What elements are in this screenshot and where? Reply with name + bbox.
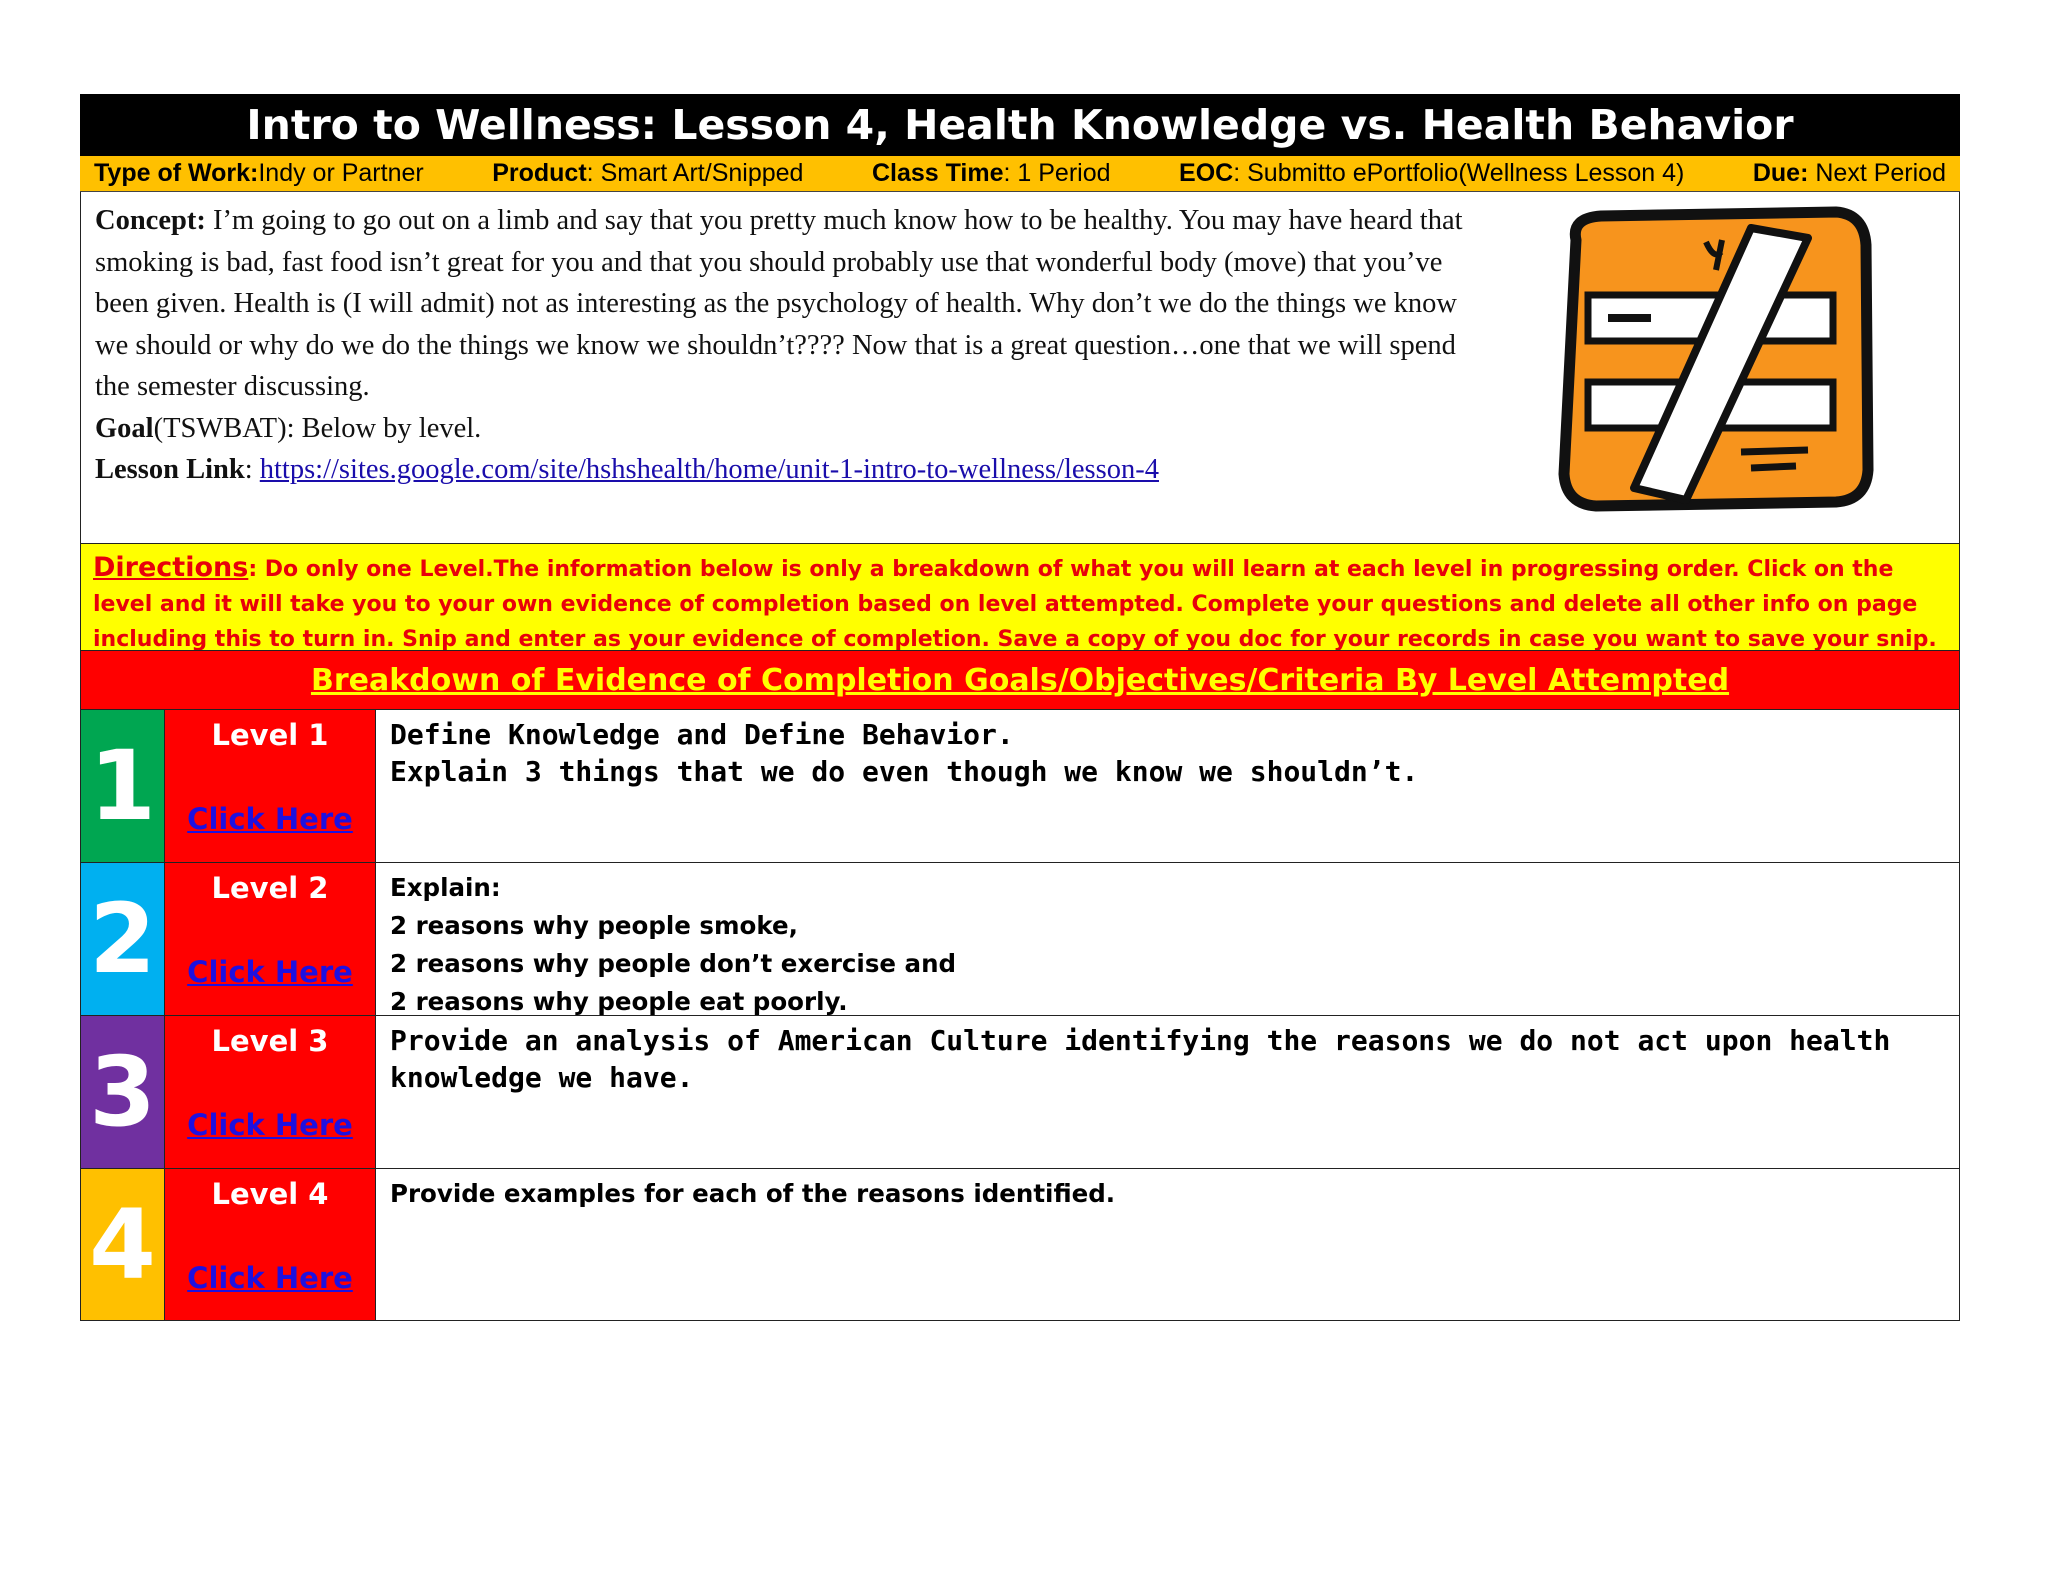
directions-text: : Do only one Level.The information below is only a breakdown of what you will learn at each level in progressing order. Click on the level and it will take you to your own evidence of completion based on level attempted. Complete your questions and delete all other info on page including this to turn in. Snip and enter as your evidence of completion. Save a copy of you doc for your records in case you want to save your snip. — [93, 557, 1937, 651]
level-number-1: 1 — [81, 710, 165, 862]
goal-line: Goal(TSWBAT): Below by level. — [95, 412, 482, 444]
level-label-2: Level 2 — [211, 871, 329, 905]
concept-section — [80, 192, 1960, 543]
level-label-3: Level 3 — [211, 1024, 329, 1058]
due-date: Due: Next Period — [1752, 159, 1946, 187]
description-line: Provide an analysis of American Culture identifying the reasons we do not act upon health knowledge we have. — [390, 1024, 1891, 1094]
level-row-4 — [81, 1168, 1959, 1321]
level-label-4: Level 4 — [211, 1177, 329, 1211]
levels-table — [80, 709, 1960, 1321]
description-line: Explain: — [390, 873, 501, 902]
level-number-3: 3 — [81, 1016, 165, 1168]
level-row-2 — [81, 862, 1959, 1015]
level-1-click-here-link[interactable]: Click Here — [187, 802, 353, 836]
level-row-1 — [81, 709, 1959, 862]
level-2-click-here-link[interactable]: Click Here — [187, 955, 353, 989]
not-equal-icon — [1546, 200, 1881, 520]
lesson-link-line: Lesson Link: https://sites.google.com/site/hshshealth/home/unit-1-intro-to-wellness/lesson-4 — [95, 454, 1159, 485]
class-time: Class Time: 1 Period — [871, 159, 1111, 187]
directions-title: Directions — [93, 552, 249, 583]
level-row-3 — [81, 1015, 1959, 1168]
level-description-3 — [376, 1016, 1959, 1168]
level-description-2 — [376, 863, 1959, 1015]
description-line: 2 reasons why people smoke, — [390, 911, 798, 940]
lesson-document — [80, 94, 1960, 1321]
type-of-work: Type of Work:Indy or Partner — [94, 159, 424, 187]
level-cell-1 — [165, 710, 376, 862]
page-title: Intro to Wellness: Lesson 4, Health Knowledge vs. Health Behavior — [80, 94, 1960, 156]
description-line: 2 reasons why people eat poorly. — [390, 987, 848, 1016]
level-number-4: 4 — [81, 1169, 165, 1320]
level-label-1: Level 1 — [211, 718, 329, 752]
description-line: 2 reasons why people don’t exercise and — [390, 949, 957, 978]
description-line: Provide examples for each of the reasons identified. — [390, 1179, 1116, 1208]
description-line: Define Knowledge and Define Behavior. — [390, 718, 1014, 751]
eoc: EOC: Submitto ePortfolio(Wellness Lesson 4) — [1179, 159, 1685, 187]
level-3-click-here-link[interactable]: Click Here — [187, 1108, 353, 1142]
level-cell-2 — [165, 863, 376, 1015]
concept-text-block — [95, 200, 1495, 491]
product: Product: Smart Art/Snipped — [492, 159, 804, 187]
lesson-link[interactable]: https://sites.google.com/site/hshshealth/home/unit-1-intro-to-wellness/lesson-4 — [259, 454, 1159, 485]
assignment-info-bar — [80, 156, 1960, 192]
concept-paragraph: Concept: I’m going to go out on a limb and say that you pretty much know how to be healthy. You may have heard that smoking is bad, fast food isn’t great for you and that you should probably use that wonderful body (move) that you’ve been given. Health is (I will admit) not as interesting as the psychology of health. Why don’t we do the things we know we should or why do we do the things we know we shouldn’t???? Now that is a great question…one that we will spend the semester discussing. — [95, 205, 1463, 402]
level-description-4 — [376, 1169, 1959, 1320]
level-cell-4 — [165, 1169, 376, 1320]
level-description-1 — [376, 710, 1959, 862]
directions-box — [80, 543, 1960, 651]
level-cell-3 — [165, 1016, 376, 1168]
level-4-click-here-link[interactable]: Click Here — [187, 1261, 353, 1295]
description-line: Explain 3 things that we do even though we know we shouldn’t. — [390, 755, 1419, 788]
level-number-2: 2 — [81, 863, 165, 1015]
breakdown-heading: Breakdown of Evidence of Completion Goals/Objectives/Criteria By Level Attempted — [80, 651, 1960, 709]
